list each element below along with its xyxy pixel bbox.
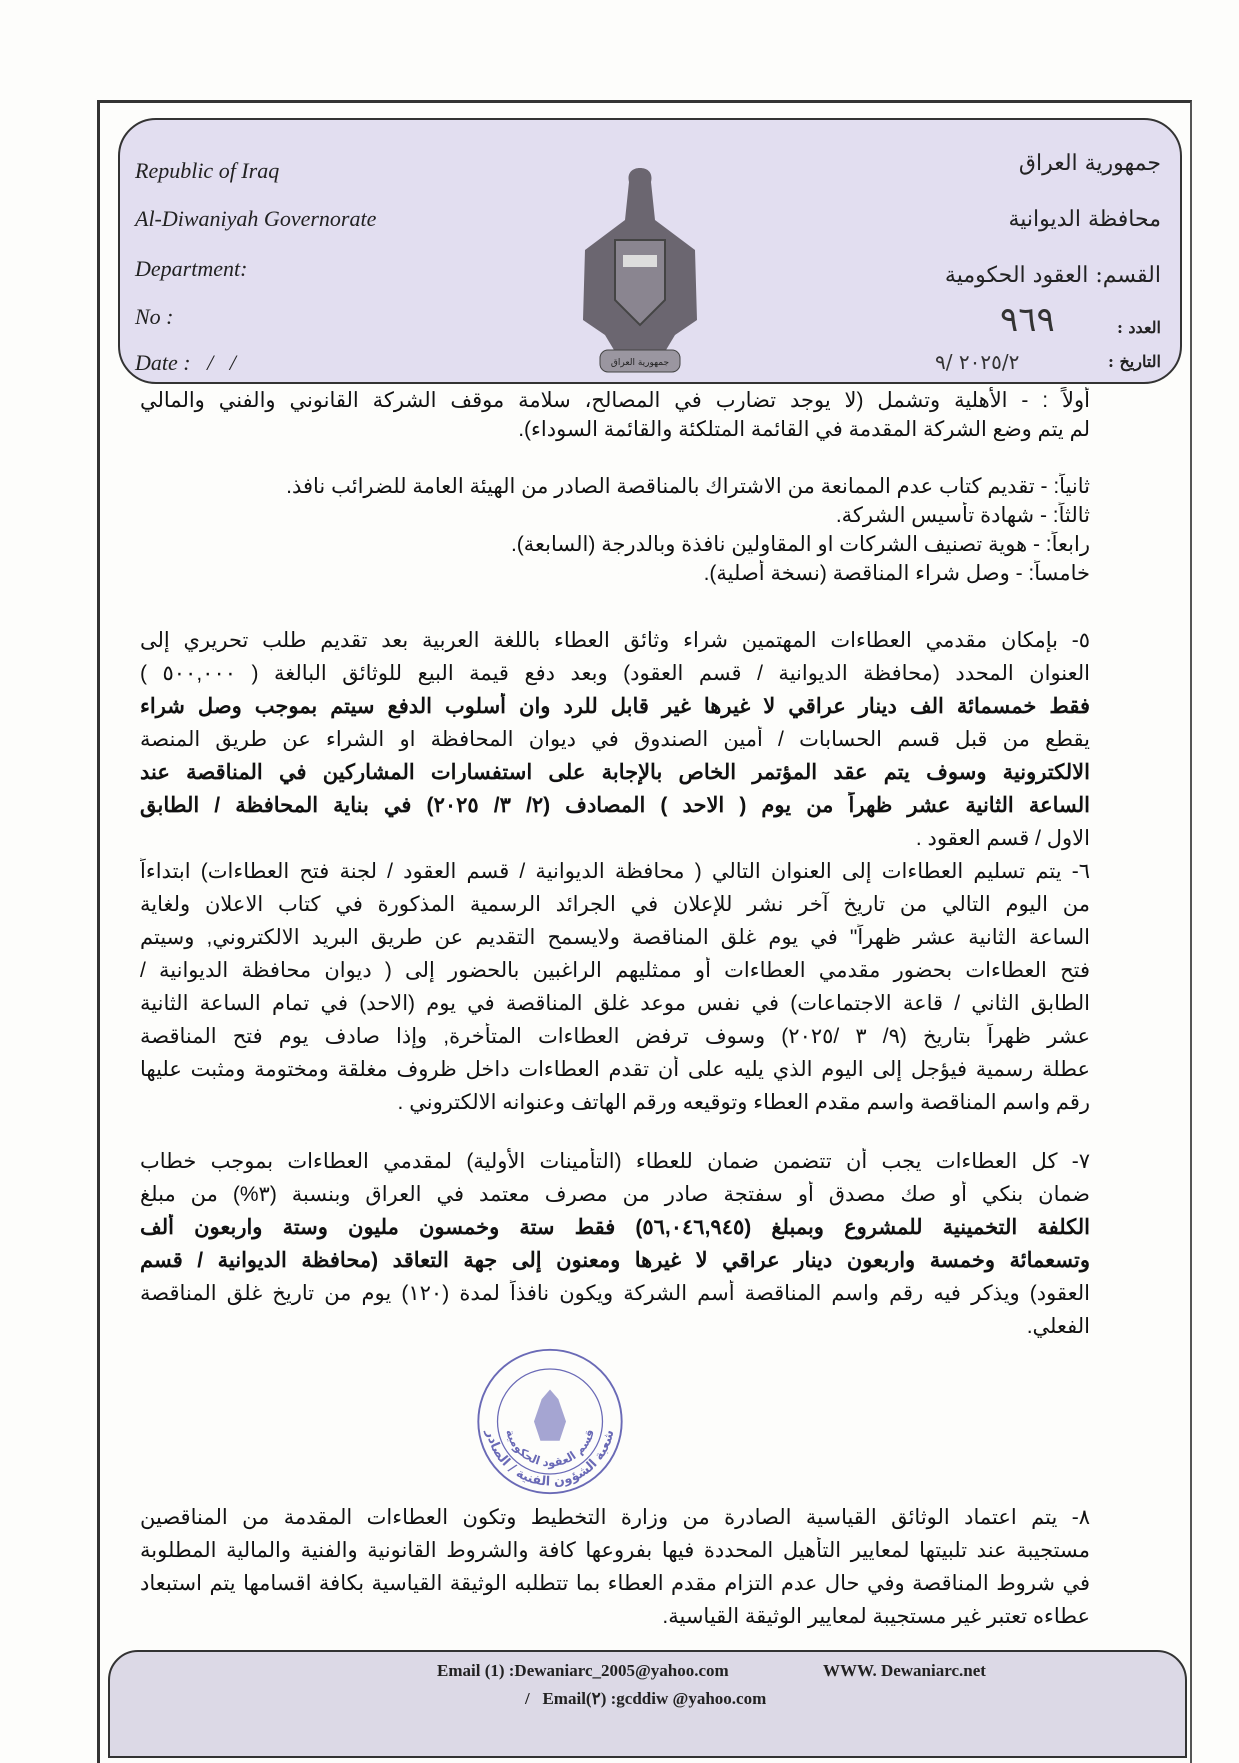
letterhead-date-value: ٢٠٢٥/٢ /٩ [935,350,1020,374]
para8-line: في شروط المناقصة وفي حال عدم التزام مقدم العطاء بما تتطلبه الوثيقة القياسية بكافة اقسامها يتم استبعاد [140,1572,1090,1595]
para5-line: الاول / قسم العقود . [915,827,1090,850]
para7-line: ضمان بنكي أو صك مصدق أو سفتجة صادر من مصرف معتمد في العراق وبنسبة (٣%) من مبلغ [140,1183,1090,1206]
para7-line: ٧- كل العطاءات يجب أن تتضمن ضمان للعطاء (التأمينات الأولية) لمقدمي العطاءات بموجب خطاب [140,1150,1090,1173]
para7-line: الفعلي. [1026,1315,1090,1338]
items-line: أولاً : - الأهلية وتشمل (لا يوجد تضارب في المصالح، سلامة موقف الشركة القانوني والفني والمالي [140,389,1090,412]
para6-line: ٦- يتم تسليم العطاءات إلى العنوان التالي ( محافظة الديوانية / قسم العقود / لجنة فتح العطاءات) ابتداءاً [140,860,1090,883]
para7-line: وتسعمائة وخمسة واربعون دينار عراقي لا غيرها ومعنون إلى جهة التعاقد (محافظة الديوانية / قسم [140,1249,1090,1272]
items-line: لم يتم وضع الشركة المقدمة في القائمة المتلكئة والقائمة السوداء). [518,418,1090,441]
para6-line: الطابق الثاني / قاعة الاجتماعات) في نفس موعد غلق المناقصة في يوم (الاحد) في تمام الساعة الثانية [140,992,1090,1015]
items-line: ثانياً: - تقديم كتاب عدم الممانعة من الاشتراك بالمناقصة الصادر من الهيئة العامة للضرائب نافذ. [286,475,1090,498]
letterhead-en-governorate: Al-Diwaniyah Governorate [135,206,377,231]
letterhead-en-department: Department: [135,256,248,281]
para6-line: عشر ظهراً بتاريخ (٩/ ٣ /٢٠٢٥) وسوف ترفض العطاءات المتأخرة, وإذا صادف يوم فتح المناقصة [140,1025,1090,1048]
para6-line: الساعة الثانية عشر ظهراً" في يوم غلق المناقصة ولايسمح التقديم عن طريق البريد الالكتروني, وسيتم [140,926,1090,949]
official-stamp-icon [470,1344,630,1499]
items-line: ثالثاً: - شهادة تأسيس الشركة. [835,504,1090,527]
letterhead-en-country: Republic of Iraq [135,158,280,183]
para8-line: عطاءه تعتبر غير مستجيبة لمعايير الوثيقة القياسية. [662,1605,1090,1628]
letterhead-ar-department: القسم: العقود الحكومية [944,263,1161,288]
para5-line: ٥- بإمكان مقدمي العطاءات المهتمين شراء وثائق العطاء باللغة العربية بعد تقديم طلب تحريري إلى [140,629,1090,652]
footer-website[interactable]: WWW. Dewaniarc.net [823,1661,986,1680]
items-line: خامساً: - وصل شراء المناقصة (نسخة أصلية). [703,562,1090,585]
letterhead-ar-governorate: محافظة الديوانية [1008,207,1161,232]
emblem-text: جمهورية العراق [610,358,670,368]
para8-line: مستجيبة عند تلبيتها لمعايير التأهيل المحددة فيها بفروعها كافة والشروط القانونية والفنية والمالية المطلوبة [140,1539,1090,1562]
para7-line: الكلفة التخمينية للمشروع وبمبلغ (٥٦,٠٤٦,٩٤٥) فقط ستة وخمسون مليون وستة واربعون ألف [140,1216,1090,1239]
letterhead-en-number: No : [135,304,174,329]
para5-line: الساعة الثانية عشر ظهراً من يوم ( الاحد ) المصادف (٢/ ٣/ ٢٠٢٥) في بناية المحافظة / الطابق [140,794,1090,817]
footer-email-2[interactable]: / Email(٢) :gcddiw @yahoo.com [525,1689,767,1708]
stamp-inner-text: قسم العقود الحكومية [503,1427,597,1470]
para6-line: رقم واسم المناقصة واسم مقدم العطاء وتوقيعه ورقم الهاتف وعنوانه الالكتروني . [397,1091,1090,1114]
footer-email-1[interactable]: Email (1) :Dewaniarc_2005@yahoo.com [437,1661,729,1680]
para5-line: يقطع من قبل قسم الحسابات / أمين الصندوق في ديوان المحافظة او الشراء عن طريق المنصة [140,728,1090,751]
iraq-eagle-emblem-icon [565,160,715,380]
para6-line: فتح العطاءات بحضور مقدمي العطاءات أو ممثليهم الراغبين بالحضور إلى ( ديوان محافظة الديوانية / [140,959,1090,982]
para7-line: العقود) ويذكر فيه رقم واسم المناقصة أسم الشركة ويكون نافذاً لمدة (١٢٠) يوم من تاريخ غلق المناقصة [140,1282,1090,1305]
letterhead-date-label: التاريخ : [1107,352,1161,371]
para6-line: من اليوم التالي من تاريخ آخر نشر للإعلان في الجرائد الرسمية المذكورة في كتاب الاعلان ولغاية [140,893,1090,916]
letterhead-number-value: ٩٦٩ [1000,300,1055,340]
para5-line: الالكترونية وسوف يتم عقد المؤتمر الخاص بالإجابة على استفسارات المشاركين في المناقصة عند [140,761,1090,784]
letterhead-ar-country: جمهورية العراق [1018,151,1161,176]
letterhead-number-label: العدد : [1116,318,1161,337]
para5-line: العنوان المحدد (محافظة الديوانية / قسم العقود) وبعد دفع قيمة البيع للوثائق البالغة ( ٥٠٠,٠٠٠ ) [140,662,1090,685]
para8-line: ٨- يتم اعتماد الوثائق القياسية الصادرة من وزارة التخطيط وتكون العطاءات المقدمة من المناقصين [140,1506,1090,1529]
letterhead-en-date: Date : / / [135,350,236,375]
items-line: رابعاً: - هوية تصنيف الشركات او المقاولين نافذة وبالدرجة (السابعة). [510,533,1090,556]
stamp-outer-text: شعبة الشؤون الفنية / الصادر [482,1428,618,1490]
para5-line: فقط خمسمائة الف دينار عراقي لا غيرها غير قابل للرد وان أسلوب الدفع سيتم بموجب وصل شراء [140,695,1090,718]
para6-line: عطلة رسمية فيؤجل إلى اليوم الذي يليه على أن تقدم العطاءات داخل ظروف مغلقة ومختومة ومثبت عليها [140,1058,1090,1081]
